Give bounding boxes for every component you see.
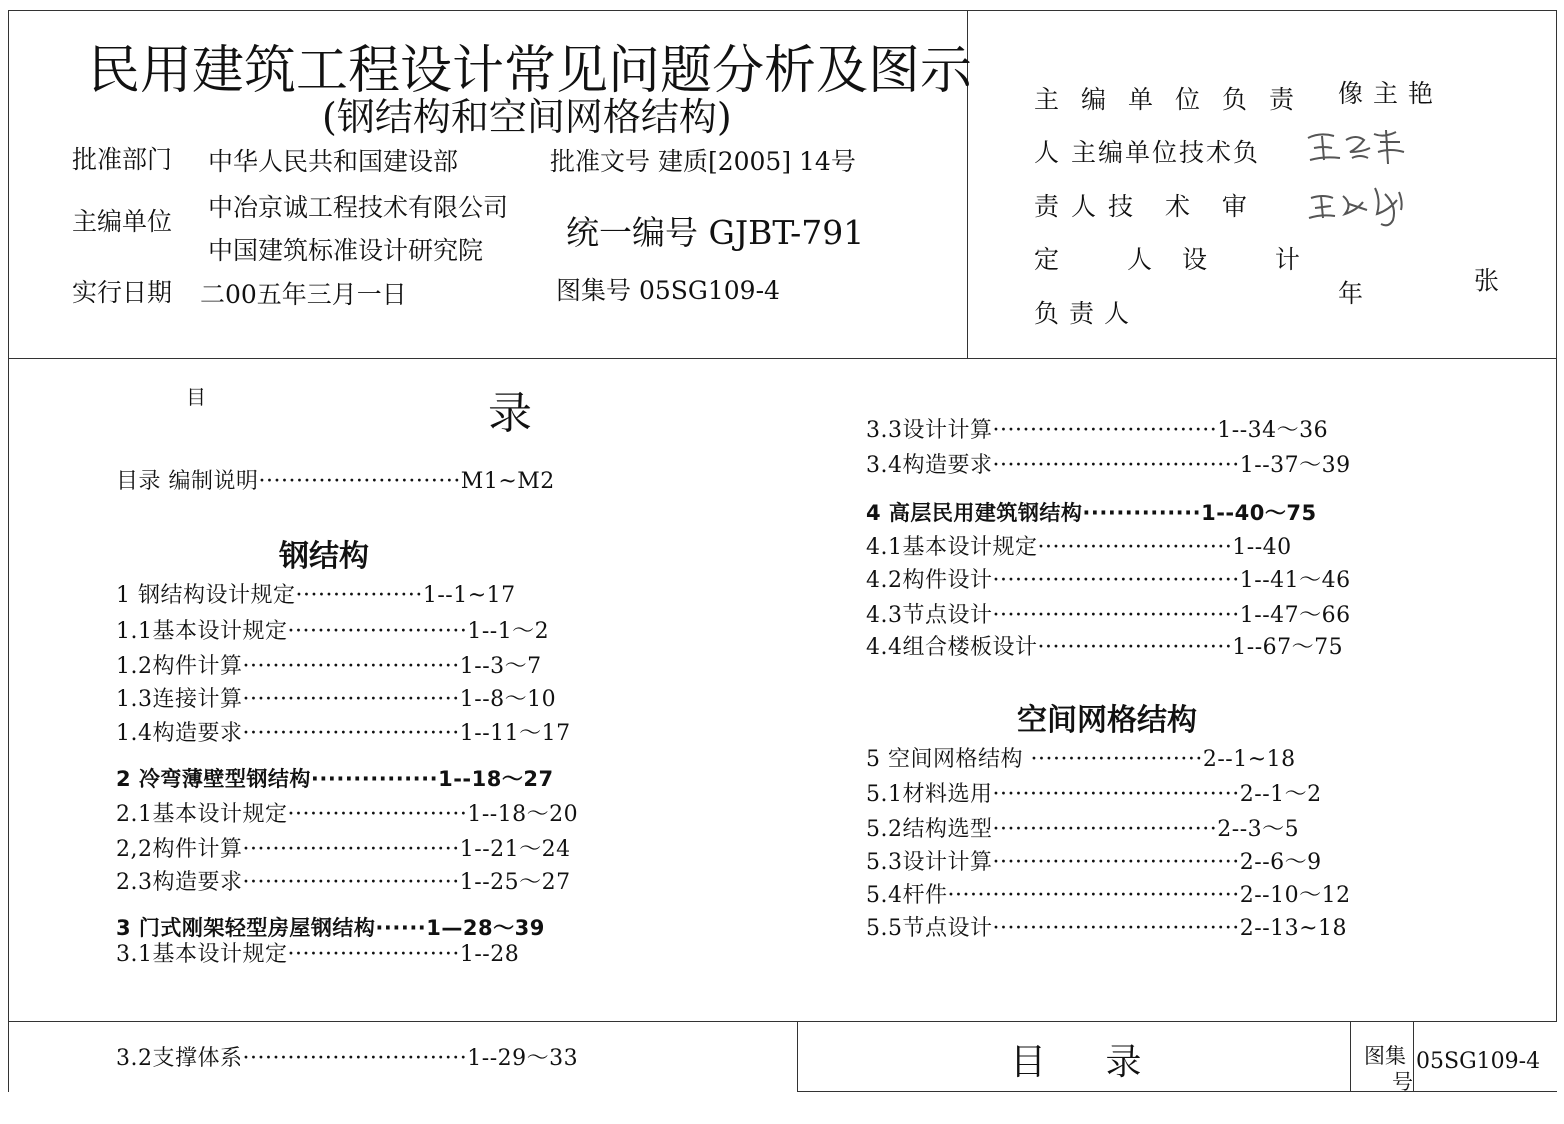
footer-atlas-label-2: 号: [1392, 1070, 1413, 1094]
editor-unit-1: 中冶京诚工程技术有限公司: [208, 193, 509, 222]
footer-title: 目 录: [1010, 1042, 1166, 1083]
toc-chapter: 2 冷弯薄壁型钢结构···············1--18～27: [116, 767, 554, 791]
toc-item: 3.4构造要求·································1--37～39: [866, 453, 1351, 478]
signature-image-1: [1300, 118, 1410, 168]
footer-atlas-label-1: 图集: [1364, 1044, 1406, 1068]
unified-number: 统一编号 GJBT-791: [566, 213, 865, 252]
toc-chapter: 3 门式刚架轻型房屋钢结构······1—28～39: [116, 916, 545, 940]
toc-item: 4.4组合楼板设计··························1--67～75: [866, 635, 1344, 660]
footer-atlas-divider-1: [1350, 1021, 1351, 1092]
resp-line-1: 主编单位负责: [1034, 85, 1317, 114]
effective-date: 二00五年三月一日: [200, 280, 407, 309]
toc-item: 2.3构造要求·····························1--25～27: [116, 870, 571, 895]
toc-item: 5 空间网格结构 ·······················2--1~18: [866, 747, 1296, 772]
resp-line-2: 人 主编单位技术负: [1034, 138, 1260, 167]
toc-item: 2,2构件计算·····························1--21～24: [116, 837, 571, 862]
frame-left-border: [8, 10, 9, 1092]
toc-item: 1.1基本设计规定························1--1～2: [116, 619, 550, 644]
toc-heading-lu: 录: [488, 388, 532, 439]
approval-doc: 批准文号 建质[2005] 14号: [550, 147, 856, 176]
toc-item: 3.2支撑体系······························1--29～33: [116, 1046, 579, 1071]
toc-item: 3.1基本设计规定·······················1--28: [116, 942, 520, 967]
toc-item: 5.1材料选用·································2--1～2: [866, 782, 1322, 807]
toc-item: 5.2结构选型······························2--3～5: [866, 817, 1300, 842]
approval-dept-label: 批准部门: [72, 145, 173, 174]
toc-item: 1.4构造要求·····························1--11～17: [116, 721, 571, 746]
footer-atlas-number: 05SG109-4: [1416, 1049, 1541, 1074]
toc-item: 4.3节点设计·································1--47～66: [866, 603, 1351, 628]
toc-item: 1 钢结构设计规定·················1--1~17: [116, 583, 516, 608]
section-heading-grid: 空间网格结构: [1017, 703, 1197, 738]
signature-image-2: [1305, 180, 1415, 232]
toc-item: 2.1基本设计规定························1--18～20: [116, 802, 579, 827]
toc-item: 5.5节点设计·································2--13~18: [866, 916, 1348, 941]
resp-zhang: 张: [1474, 266, 1500, 295]
frame-top-border: [8, 10, 1557, 11]
resp-line-3: 责人技 术 审: [1034, 192, 1259, 221]
frame-right-border: [1556, 10, 1557, 1022]
atlas-number: 图集号 05SG109-4: [556, 276, 780, 305]
header-divider: [8, 358, 1557, 359]
toc-item: 4.1基本设计规定··························1--40: [866, 535, 1292, 560]
toc-item: 1.3连接计算·····························1--8～10: [116, 687, 557, 712]
toc-item: 4.2构件设计·································1--41～46: [866, 568, 1351, 593]
footer-bottom-line: [797, 1091, 1557, 1092]
resp-line-5: 负责人: [1034, 299, 1140, 328]
toc-intro: 目录 编制说明···························M1~M2: [116, 469, 555, 494]
toc-heading-mu: 目: [186, 385, 206, 409]
toc-item: 3.3设计计算······························1--34～36: [866, 418, 1329, 443]
resp-line-4: 定 人设 计: [1034, 245, 1330, 274]
resp-year: 年: [1338, 279, 1364, 308]
date-label: 实行日期: [72, 278, 173, 307]
document-title: 民用建筑工程设计常见问题分析及图示: [88, 41, 973, 101]
editor-unit-2: 中国建筑标准设计研究院: [208, 236, 484, 265]
footer-top-divider: [8, 1021, 1557, 1022]
editor-label: 主编单位: [72, 207, 173, 236]
section-heading-steel: 钢结构: [279, 539, 369, 574]
toc-item: 1.2构件计算·····························1--3～7: [116, 654, 542, 679]
toc-item: 5.4杆件·······································2--10～12: [866, 883, 1351, 908]
footer-atlas-divider-2: [1413, 1021, 1414, 1092]
document-subtitle: (钢结构和空间网格结构): [322, 95, 732, 139]
resp-name-1: 像主艳: [1338, 79, 1444, 108]
approval-dept: 中华人民共和国建设部: [208, 147, 459, 176]
footer-title-divider: [797, 1021, 798, 1092]
toc-chapter: 4 高层民用建筑钢结构··············1--40～75: [866, 501, 1317, 525]
toc-item: 5.3设计计算·································2--6～9: [866, 850, 1322, 875]
